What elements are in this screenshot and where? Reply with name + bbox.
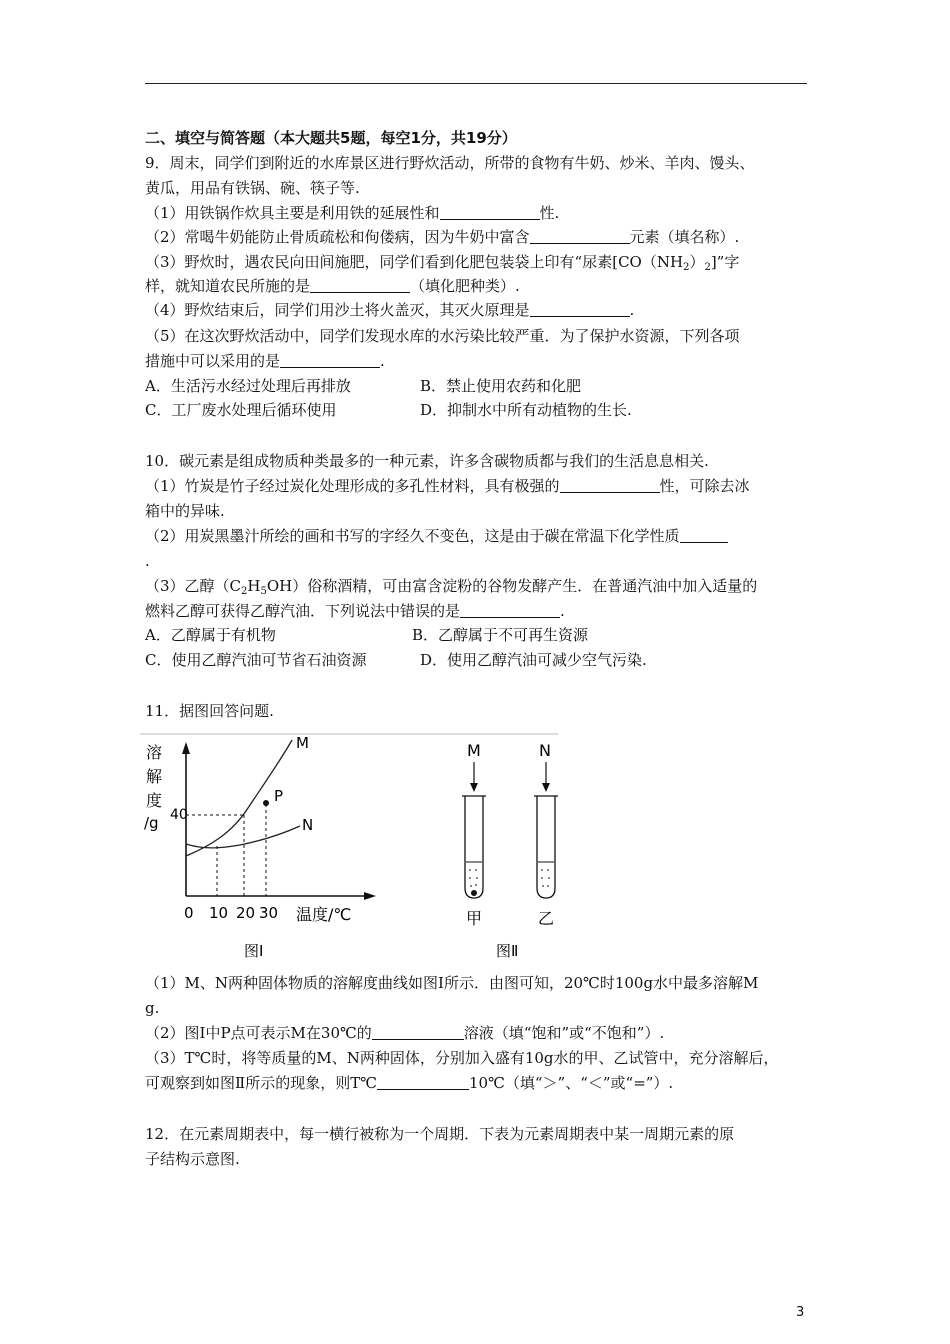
q9-p1-tail: 性. — [539, 204, 560, 222]
liquid-texture — [541, 870, 550, 886]
q9-part5-line1: （5）在这次野炊活动中，同学们发现水库的水污染比较严重．为了保护水资源，下列各项 — [145, 327, 740, 345]
q11-part3-line2 — [145, 1073, 673, 1093]
q11-p3-tail: 10℃（填“＞”、“＜”或“=”）. — [468, 1074, 674, 1092]
curve-n-label: N — [302, 816, 314, 834]
q10-p2-text: （2）用炭黑墨汁所绘的画和书写的字经久不变色，这是由于碳在常温下化学性质 — [145, 527, 680, 545]
subscript: 2 — [683, 262, 690, 273]
q9-stem-line1: 9．周末，同学们到附近的水库景区进行野炊活动，所带的食物有牛奶、炒米、羊肉、馒头、 — [145, 154, 755, 172]
answer-blank[interactable] — [530, 302, 630, 317]
page-number: 3 — [796, 1305, 805, 1320]
x-tick-20: 20 — [236, 904, 256, 922]
answer-blank[interactable] — [680, 528, 728, 543]
answer-blank[interactable] — [372, 1025, 464, 1040]
undissolved-solid — [471, 890, 477, 896]
q10-p3-line2-text: 燃料乙醇可获得乙醇汽油．下列说法中错误的是 — [145, 602, 461, 620]
q9-p4-text: （4）野炊结束后，同学们用沙土将火盖灭，其灭火原理是 — [145, 301, 530, 319]
arrow-down-icon — [470, 783, 478, 792]
q9-option-b: B．禁止使用农药和化肥 — [420, 377, 582, 395]
arrow-down-icon — [542, 783, 550, 792]
q10-part3-line2 — [145, 601, 565, 621]
y-axis-label-3: 度 — [146, 791, 163, 810]
x-tick-10: 10 — [209, 904, 229, 922]
q9-p4-tail: . — [629, 301, 635, 319]
y-tick-40: 40 — [170, 807, 188, 823]
q11-p2-text: （2）图Ⅰ中P点可表示M在30℃的 — [145, 1024, 372, 1042]
q11-part1-line2: g. — [145, 999, 160, 1017]
q11-figure — [140, 728, 570, 968]
q9-part5-line2 — [145, 351, 385, 371]
point-p — [263, 800, 269, 806]
x-tick-30: 30 — [259, 904, 279, 922]
answer-blank[interactable] — [440, 205, 540, 220]
q9-p5-tail: . — [380, 352, 385, 370]
q9-p2-text: （2）常喝牛奶能防止骨质疏松和佝偻病，因为牛奶中富含 — [145, 228, 530, 246]
q9-stem-line2: 黄瓜，用品有铁锅、碗、筷子等. — [145, 179, 360, 197]
q10-option-b: B．乙醇属于不可再生资源 — [412, 626, 589, 644]
q10-part2-line1 — [145, 526, 728, 546]
curve-n — [186, 826, 300, 848]
y-axis-label-1: 溶 — [146, 743, 163, 762]
q9-part4 — [145, 300, 634, 320]
q12-stem-line2: 子结构示意图. — [145, 1150, 240, 1168]
q10-part3-line1 — [145, 576, 757, 602]
answer-blank[interactable] — [530, 229, 630, 244]
q10-option-a: A．乙醇属于有机物 — [145, 626, 276, 644]
q11-p2-tail: 溶液（填“饱和”或“不饱和”）. — [463, 1024, 665, 1042]
q9-p3-text-b: ） — [689, 253, 705, 271]
q9-p3-text-c: ]”字 — [710, 253, 740, 271]
y-axis-label-4: /g — [144, 814, 159, 832]
q10-p3-text: （3）乙醇（C — [145, 577, 242, 595]
q9-part1 — [145, 203, 559, 223]
q10-p1-tail: 性，可除去冰 — [659, 477, 750, 495]
liquid-texture — [469, 870, 478, 886]
q10-part2-line2: . — [145, 552, 150, 570]
q9-part3-line2 — [145, 276, 520, 296]
q9-p3-text: （3）野炊时，遇农民向田间施肥，同学们看到化肥包装袋上印有“尿素[CO（NH — [145, 253, 684, 271]
q11-stem: 11．据图回答问题. — [145, 702, 274, 720]
q10-stem: 10．碳元素是组成物质种类最多的一种元素，许多含碳物质都与我们的生活息息相关. — [145, 452, 709, 470]
figure-2-caption: 图Ⅱ — [496, 942, 519, 960]
test-tube-jia — [465, 796, 483, 898]
q11-p3-text: 可观察到如图Ⅱ所示的现象，则T℃ — [145, 1074, 377, 1092]
section-title: 二、填空与简答题（本大题共5题，每空1分，共19分） — [145, 129, 517, 147]
q9-p3-line2-tail: （填化肥种类）. — [410, 277, 520, 295]
q9-part3-line1 — [145, 252, 739, 278]
q11-part2 — [145, 1023, 664, 1043]
q9-p3-line2-text: 样，就知道农民所施的是 — [145, 277, 311, 295]
q10-option-c: C．使用乙醇汽油可节省石油资源 — [145, 651, 367, 669]
q10-p1-text: （1）竹炭是竹子经过炭化处理形成的多孔性材料，具有极强的 — [145, 477, 560, 495]
curve-m-label: M — [296, 734, 309, 752]
y-axis-arrow-icon — [182, 742, 190, 754]
q9-p2-tail: 元素（填名称）. — [629, 228, 740, 246]
q12-stem-line1: 12．在元素周期表中，每一横行被称为一个周期．下表为元素周期表中某一周期元素的原 — [145, 1125, 735, 1143]
q10-p3-text-c: OH）俗称酒精，可由富含淀粉的谷物发酵产生．在普通汽油中加入适量的 — [266, 577, 758, 595]
x-axis-label: 温度/℃ — [296, 905, 352, 924]
answer-blank[interactable] — [460, 603, 560, 618]
tube-2-label: 乙 — [538, 909, 555, 928]
q10-part1-line2: 箱中的异味. — [145, 502, 225, 520]
answer-blank[interactable] — [280, 353, 380, 368]
x-axis-arrow-icon — [364, 892, 376, 900]
q10-p3-text-b: H — [247, 577, 261, 595]
y-axis-label-2: 解 — [146, 767, 163, 786]
figure-1-caption: 图Ⅰ — [244, 942, 264, 960]
q10-option-d: D．使用乙醇汽油可减少空气污染. — [420, 651, 647, 669]
tube-1-label: 甲 — [466, 909, 483, 928]
q9-option-d: D．抑制水中所有动植物的生长. — [420, 401, 632, 419]
q9-option-c: C．工厂废水处理后循环使用 — [145, 401, 337, 419]
subscript: 2 — [241, 586, 248, 597]
tube-m-label: M — [467, 741, 481, 760]
figure-svg — [140, 728, 570, 968]
answer-blank[interactable] — [310, 278, 410, 293]
subscript: 2 — [704, 262, 711, 273]
q11-part3-line1: （3）T℃时，将等质量的M、N两种固体，分别加入盛有10g水的甲、乙试管中，充分溶解后， — [145, 1049, 779, 1067]
q9-part2 — [145, 227, 739, 247]
point-p-label: P — [274, 787, 284, 805]
q9-p5-text: 措施中可以采用的是 — [145, 352, 281, 370]
q9-option-a: A．生活污水经过处理后再排放 — [145, 377, 351, 395]
answer-blank[interactable] — [377, 1075, 469, 1090]
header-rule — [145, 83, 807, 84]
q10-part1-line1 — [145, 476, 750, 496]
q11-part1-line1: （1）M、N两种固体物质的溶解度曲线如图Ⅰ所示．由图可知，20℃时100g水中最多溶解M — [145, 974, 759, 992]
x-tick-0: 0 — [184, 904, 194, 922]
q10-p3-line2-tail: . — [560, 602, 565, 620]
q9-p1-text: （1）用铁锅作炊具主要是利用铁的延展性和 — [145, 204, 440, 222]
tube-n-label: N — [539, 741, 551, 760]
answer-blank[interactable] — [560, 478, 660, 493]
test-tube-yi — [537, 796, 555, 898]
subscript: 5 — [260, 586, 267, 597]
